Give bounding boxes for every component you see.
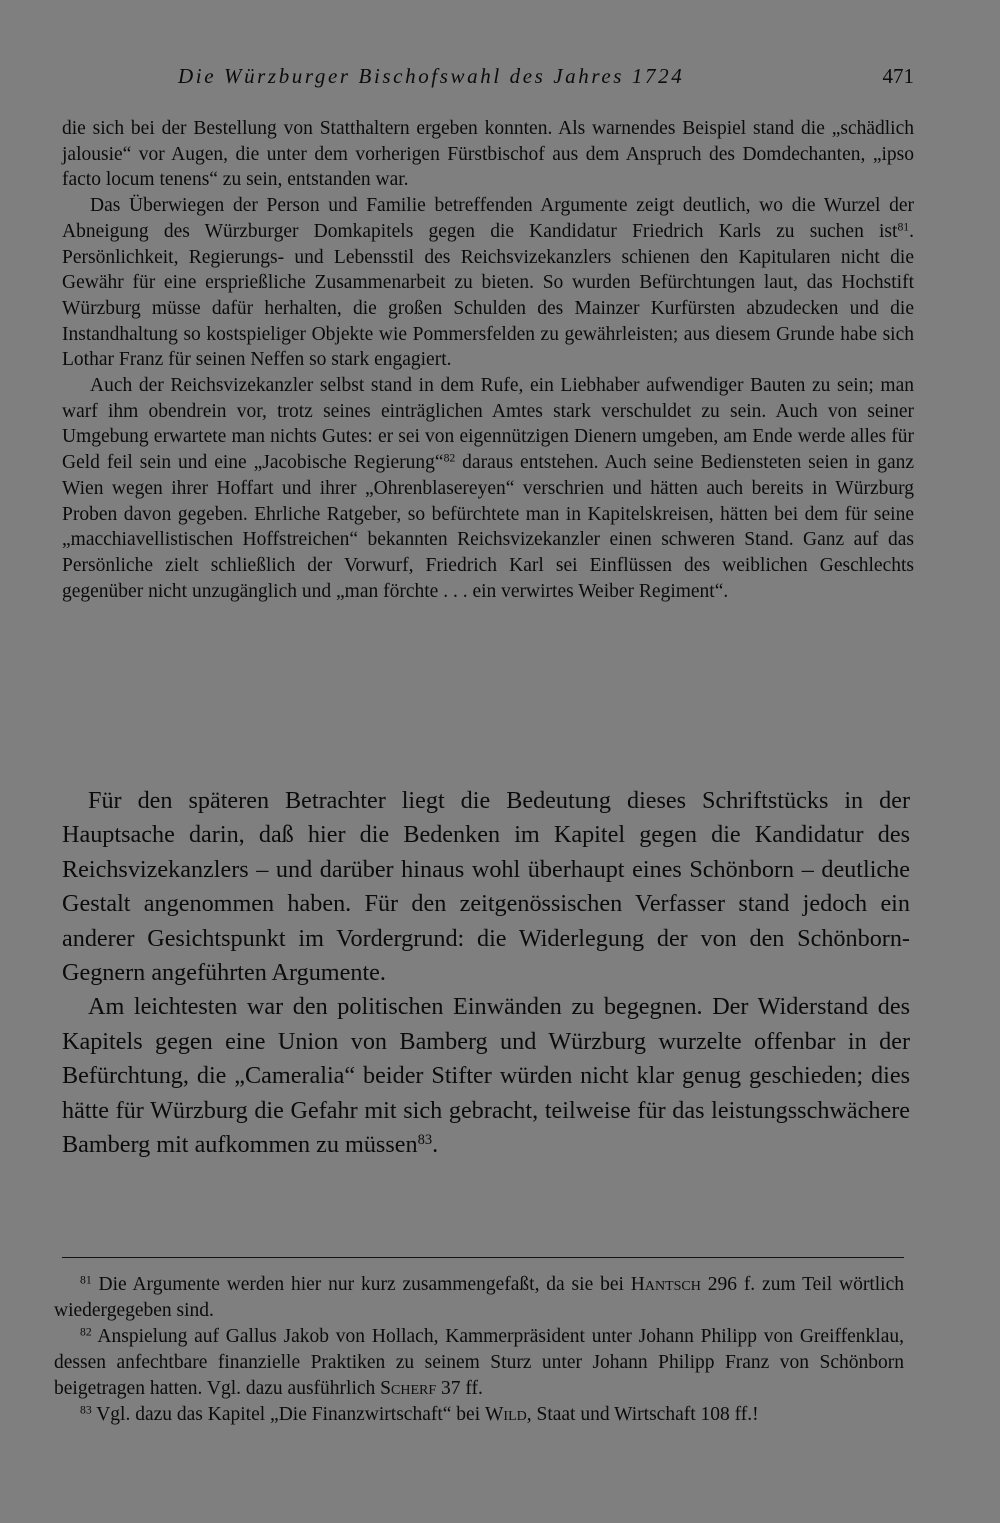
- paragraph-text: die sich bei der Bestellung von Statthaltern ergeben konnten. Als warnendes Beispiel stand die „schädlich jalousie“ vor Augen, die unter dem vorherigen Fürstbischof aus dem Anspruch des Domdechanten, „ipso facto locum tenens“ zu sein, entstanden war.: [62, 118, 914, 191]
- paragraph: [62, 990, 910, 1162]
- paragraph: [62, 193, 914, 373]
- footnote: [54, 1324, 904, 1402]
- author-name: Wild: [485, 1404, 527, 1425]
- paragraph: [62, 373, 914, 604]
- paragraph-text: Auch der Reichsvizekanzler selbst stand in dem Rufe, ein Liebhaber aufwendiger Bauten zu sein; man warf ihm obendrein vor, trotz seines einträglichen Amtes stark verschuldet zu sein. Auch von seiner Umgebung erwartete man nichts Gutes: er sei von eigennützigen Dienern umgeben, am Ende werde alles für Geld feil sein und eine „Jacobische Regierung“: [62, 375, 914, 474]
- footnote-number: 83: [80, 1403, 92, 1417]
- footnote-text: Anspielung auf Gallus Jakob von Hollach, Kammerpräsident unter Johann Philipp von Greiffenklau, dessen anfechtbare finanzielle Praktiken zu seinem Sturz unter Johann Philipp Franz von Schönborn beigetragen hatten. Vgl. dazu ausführlich: [54, 1326, 904, 1399]
- footnote: [54, 1272, 904, 1324]
- running-header: [62, 64, 914, 94]
- footnote-ref: 83: [417, 1132, 433, 1149]
- paragraph: [62, 116, 914, 193]
- footnotes: [54, 1272, 904, 1428]
- paragraph: [62, 784, 910, 990]
- body-text-large: [62, 784, 910, 1162]
- paragraph-text: Für den späteren Betrachter liegt die Bedeutung dieses Schriftstücks in der Hauptsache darin, daß hier die Bedenken im Kapitel gegen die Kandidatur des Reichsvizekanzlers – und darüber hinaus wohl überhaupt eines Schönborn – deutliche Gestalt angenommen haben. Für den zeitgenössischen Verfasser stand jedoch ein anderer Gesichtspunkt im Vordergrund: die Widerlegung der von den Schönborn-Gegnern angeführten Argumente.: [62, 787, 910, 987]
- footnote-ref: 81: [897, 220, 910, 234]
- body-text-small: [62, 116, 914, 604]
- footnote: [54, 1402, 904, 1428]
- author-name: Scherf: [380, 1378, 437, 1399]
- footnote-divider: [62, 1257, 904, 1258]
- footnote-text: Die Argumente werden hier nur kurz zusammengefaßt, da sie bei: [91, 1274, 631, 1295]
- paragraph-text: . Persönlichkeit, Regierungs- und Lebensstil des Reichsvizekanzlers schienen den Kapitularen nicht die Gewähr für eine ersprießliche Zusammenarbeit zu bieten. So wurden Befürchtungen laut, das Hochstift Würzburg müsse dafür herhalten, die großen Schulden des Mainzer Kurfürsten abzudecken und die Instandhaltung so kostspieliger Objekte wie Pommersfelden zu gewährleisten; aus diesem Grunde habe sich Lothar Franz für seinen Neffen so stark engagiert.: [62, 220, 914, 371]
- running-title: Die Würzburger Bischofswahl des Jahres 1724: [178, 64, 685, 88]
- paragraph-text: Das Überwiegen der Person und Familie betreffenden Argumente zeigt deutlich, wo die Wurzel der Abneigung des Würzburger Domkapitels gegen die Kandidatur Friedrich Karls zu suchen ist: [62, 195, 914, 242]
- footnote-number: 82: [80, 1325, 92, 1339]
- footnote-ref: 82: [443, 451, 456, 465]
- paragraph-text: daraus entstehen. Auch seine Bediensteten seien in ganz Wien wegen ihrer Hoffart und ihrer „Ohrenblasereyen“ verschrien und hätten auch bereits in Würzburg Proben davon gegeben. Ehrliche Ratgeber, so befürchtete man in Kapitelskreisen, hätten bei dem für seine „macchiavellistischen Hoffstreichen“ bekannten Reichsvizekanzler einen schweren Stand. Ganz auf das Persönliche zielt schließlich der Vorwurf, Friedrich Karl sei Einflüssen des weiblichen Geschlechts gegenüber nicht unzugänglich und „man förchte . . . ein verwirtes Weiber Regiment“.: [62, 452, 915, 602]
- paragraph-text: Am leichtesten war den politischen Einwänden zu begegnen. Der Widerstand des Kapitels gegen eine Union von Bamberg und Würzburg wurzelte offenbar in der Befürchtung, die „Cameralia“ beider Stifter würden nicht klar genug geschieden; dies hätte für Würzburg die Gefahr mit sich gebracht, teilweise für das leistungsschwächere Bamberg mit aufkommen zu müssen: [62, 993, 910, 1159]
- footnote-text: 296 f. zum Teil wörtlich wiedergegeben sind.: [54, 1274, 904, 1321]
- footnote-text: Vgl. dazu das Kapitel „Die Finanzwirtschaft“ bei: [91, 1404, 485, 1425]
- page-number: 471: [882, 64, 914, 88]
- footnote-number: 81: [80, 1273, 92, 1287]
- paragraph-text: .: [432, 1131, 439, 1159]
- footnote-text: , Staat und Wirtschaft 108 ff.!: [526, 1404, 759, 1425]
- footnote-text: 37 ff.: [436, 1378, 483, 1399]
- author-name: Hantsch: [630, 1274, 701, 1295]
